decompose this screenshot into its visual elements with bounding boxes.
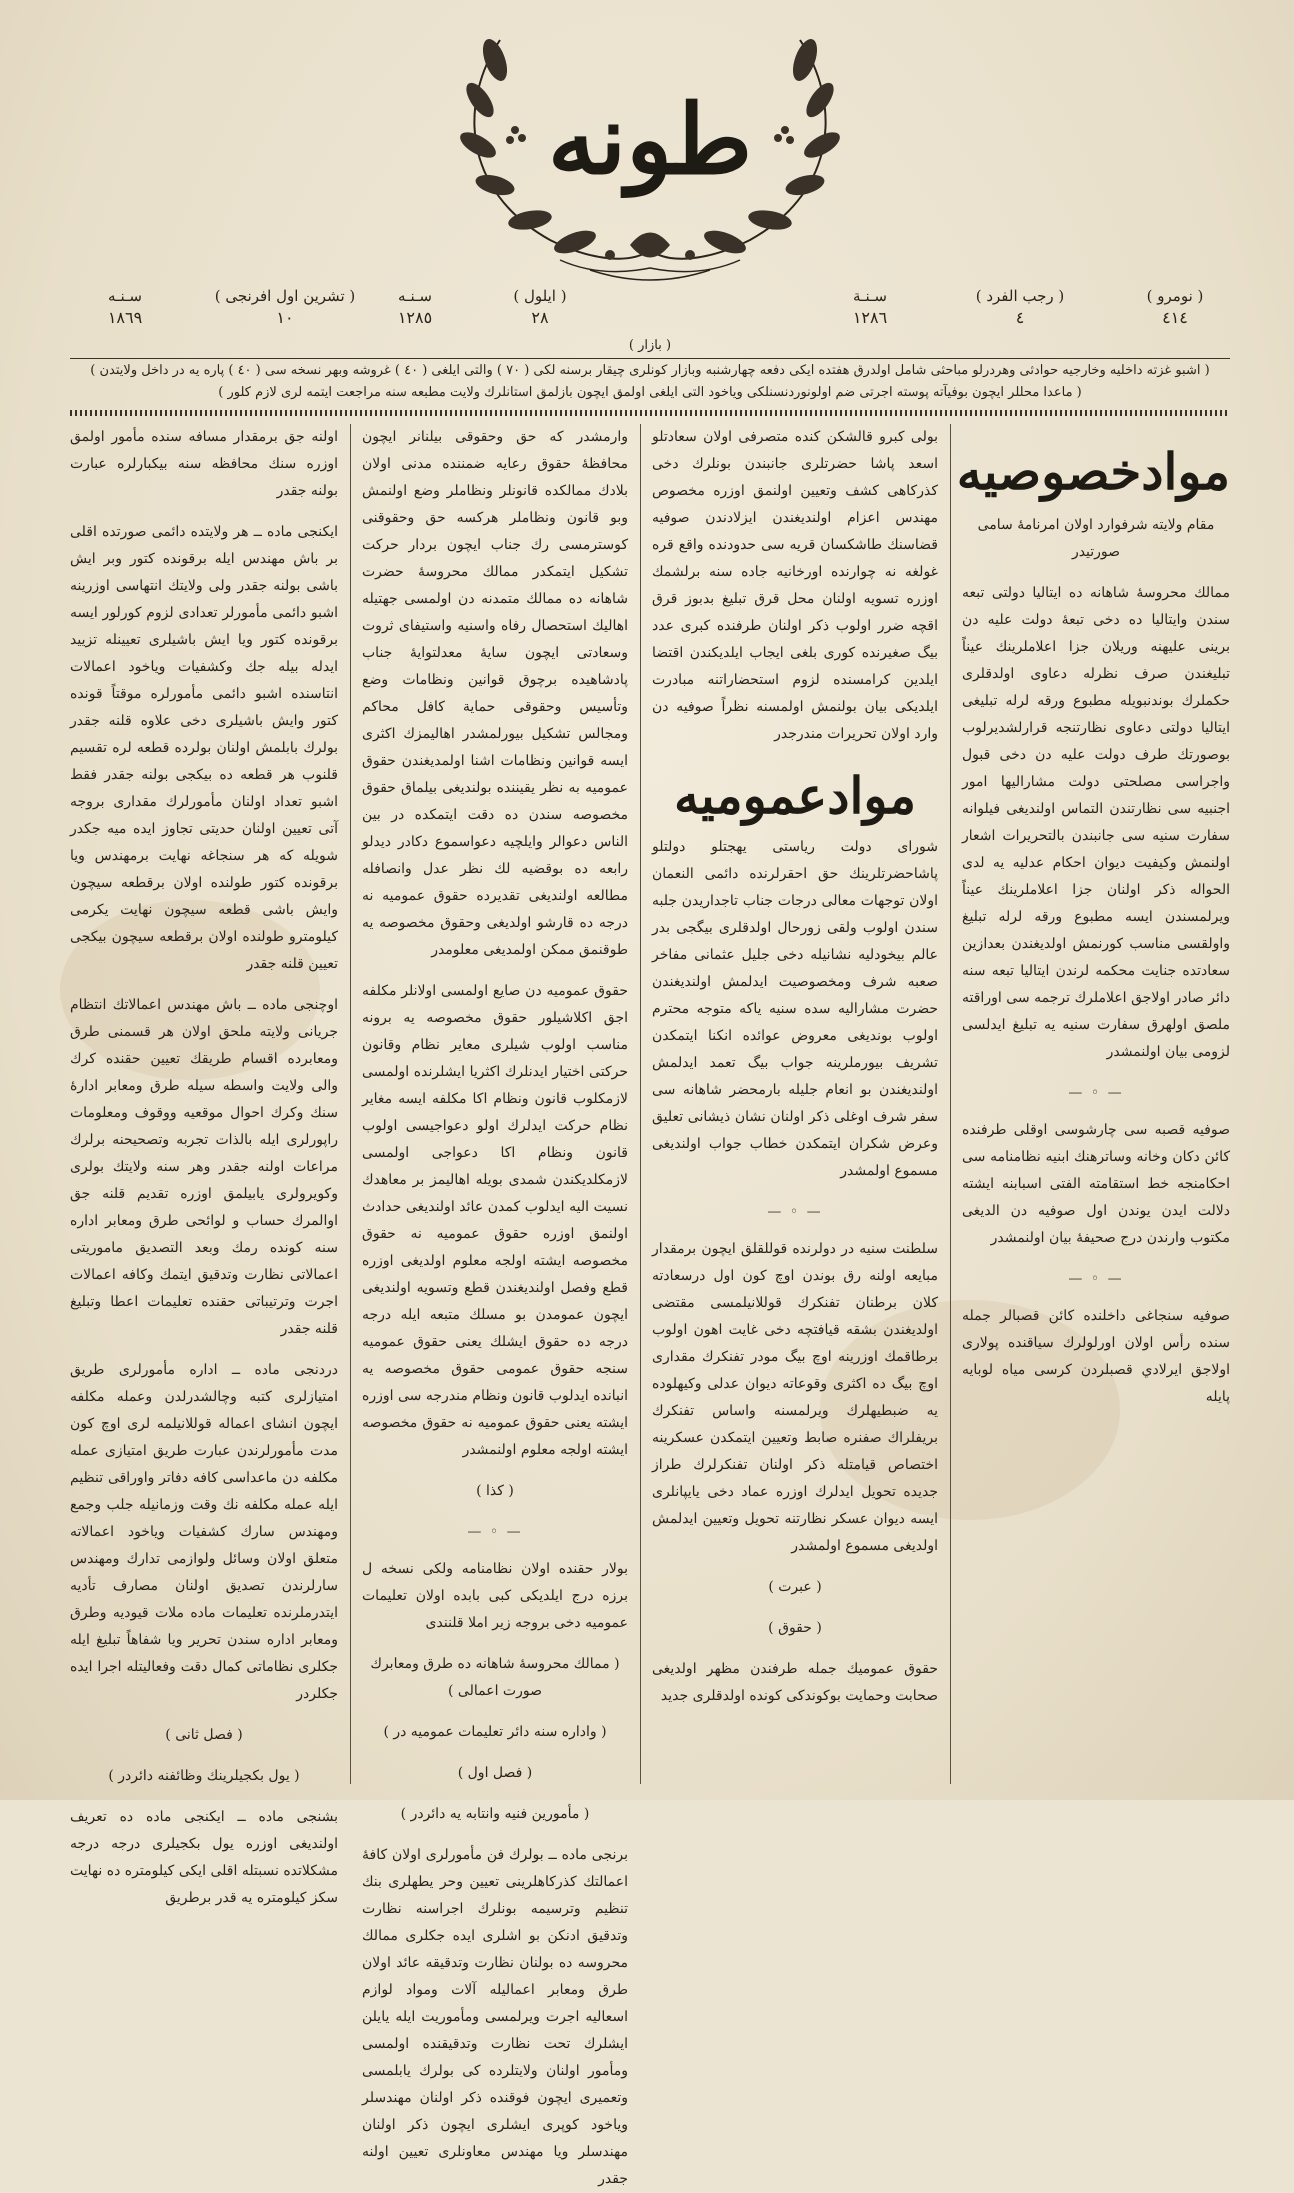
masthead (440, 20, 860, 285)
subscription-notice: ( اشبو غزته داخليه وخارجيه حوادثى وهردرلو مباحثى شامل اولدرق هفتده ايكى دفعه چهارشنبه وبازار كونلرى چيقار برسنه لكى ( ٧٠ ) والتى ايلغى ( ٤٠ ) غروشه وبهر نسخه سى ( ٤٠ ) پاره يه در داخل ولايتدن ) (90, 363, 1210, 378)
article-paragraph: حقوق عموميه دن صايع اولمسى اولانلر مكلفه اجق اكلاشيلور حقوق مخصوصه يه برونه مناسب اولوب شيلرى معاير نظام وقانون حركتى اختيار ايدنلرك اكثريا ايشلرنده اولمسى لازمكلوب قانون ونظام اكا مكلفه ايسه مغاير نظام حركت ايدلرك اولو دعواجيسى اولوب قانون ونظام اكا دعواجى اولمسى لازمكلديكندن شمدى بويله اهاليمز بر معاهدك نسيت اليه ايدلوب كمدن عائد اولنديغى حدادث اولنمق اوزره حقوق عموميه نه حقوق مخصوصه ايشته اولجه معلوم اولديغى اوزره قطع وفصل اولنديغندن قطع وتسويه اولنديغى ايچون عمومدن بو مسلك متبعه ايله درجه درجه ده حقوق ايشلك يعنى حقوق عموميه سنجه حقوق عمومى حقوق مخصوصه يه انبانده ايدلوب قانون ونظام مندرجه سى اوزره ايشته يعنى حقوق عموميه نه حقوق مخصوصه ايشته اولجه معلوم اولنمشدر (362, 983, 628, 1458)
column-rule (640, 424, 641, 1784)
article-paragraph: ايكنجى ماده ــ هر ولايتده دائمى صورتده اقلى بر باش مهندس ايله برقونده كتور وبر ايش باشى بولنه جقدر ولى ولايتك انتهاسى اوزرينه اشبو دائمى مأمورلر تعدادى لزوم كورلور ايسه برقونده كتور ويا ايش باشيلرى تعيينله تزييد ايدله بيله جك وكشفيات وياخود اعمالات انتاسنده اشبو دائمى مأمورلره موقتاً قونده كتور وايش باشيلرى دخى علاوه قلنه جقدر بولرك بابلمش اولنان بولرده قطعه لره تقسيم قلنوب هر قطعه ده بيكجى بولنه جقدر فقط اشبو تعداد اولنان مأمورلرك مقدارى بروجه آتى تعيين اولنان حديتى تجاوز ايده ميه جكدر شويله كه هر سنجاغه نهايت برمهندس ويا برقونده كتور طولنده اولان برقطعه سيچون وايش باشى قطعه سيچون نهايت يكرمى كيلومترو طولنده اولان برقطعه سيچون بيكجى تعيين قلنه جقدر (70, 524, 338, 972)
postage-notice: ( ماعدا محللر ايچون بوفيآته پوسته اجرتى ضم اولونوردنسنلكى وياخود التى ايلغى اولمق ايچون بازلمق استانلرك ولايت مطبعه سنه مراجعت ايتمه لرى لازم كلور ) (218, 385, 1082, 400)
column-1 (956, 424, 1230, 1784)
rumi-year: سـنـه ١٢٨٥ (397, 287, 433, 327)
article-paragraph: سلطنت سنيه در دولرنده قوللقلق ايچون برمقدار مبايعه اولنه رق بوندن اوچ كون اول درسعادته كلان برطنان تفنكرك قوللانيلمسى مقتضى اولديغندن بشقه قيافتچه دخى غايت اهون اولوب برطاقمك اوزرينه اوچ بيگ مودر تفنكرك مقدارى اوچ بيگ ده اكثرى وقوعاته ديوان عدلى وكيهلوده يه ضبطيهلرك ويرلمسنه واساس تفنكرك بريفلراك صفنره صابط وتعيين ايتمكدن عسكرينه اختصاص قيامتله ذكر اولنان تفنكرلرك طراز جديده تحويل ايدلرك اوزره عماد دخى يايپانلرى ايسه ديوان عسكر نظارتنه تحويل وتعيين ايدلمش اولديغى مسموع اولمشدر (652, 1241, 938, 1554)
chapter-subheading: ( مأمورين فنيه وانتابه يه دائردر ) (400, 1806, 590, 1822)
column-4 (70, 424, 338, 1906)
article-paragraph: دردنجى ماده ــ اداره مأمورلرى طريق امتيازلرى كتبه وچالشدرلدن وعمله مكلفه ايچون انشاى اعماله قوللانيلمه لرى اوچ كون مدت مأمورلرندن عبارت طريق امتيازى عمله مكلفه دن ماعداسى كافه دفاتر واوراقى تنظيم ايله عمله مكلفه نك وقت وزمانيله جلب وجمع ومهندس سارك كشفيات وياخود اعمالاته متعلق اولان وسائل ولوازمى تدارك ومهندس سارلرندن تصديق اولنان مصارف تأديه ايتدرملرنده تعليمات ماده ملات قيوديه وطرق ومعابر اداره سندن تحرير ويا شفاهاً تبليغ ايله جكلرى نظاماتى كمال دقت وفعاليتله اجرا ايده جكلردر (70, 1362, 338, 1702)
separator-ornament (652, 1199, 938, 1226)
decree-subhead: مقام ولايته شرفوارد اولان امرنامهٔ سامى صورتيدر (977, 517, 1215, 560)
issue-number: ( نومرو ) ٤١٤ (1146, 287, 1204, 327)
header-rule (70, 358, 1230, 359)
column-rule (350, 424, 351, 1784)
signature: ( عبرت ) (768, 1579, 822, 1595)
hijri-year: سـنـة ١٢٨٦ (852, 287, 888, 327)
article-paragraph: ممالك محروسهٔ شاهانه ده ايتاليا دولتى تبعه سندن وايتاليا ده دخى تبعهٔ دولت عليه دن برينى عليهنه وريلان جزا اعلاملرينك عيناً تبليغندن صرف نظرله دعاوى اولدقلرى حكملرك بوندنبويله مطبوع ورقه لرله تبليغى ايتاليا دولتى دعاوى نظارتنجه قرارلشديرلوب بوصورتك طرف دولت عليه دن دخى قبول واجراسى مصلحتى دولت مشاراليها امور اجنبيه سى نظارتندن التماس اولنديغى فيلوانه سفارت سنيه سى جانبندن بالتحريرات اشعار اولنمش وكيفيت ديوان احكام عدليه يه لدى الحواله ذكر اولنان جزا اعلاملرينك عيناً ويرلمسندن ايسه مطبوع ورقه لرله تبليغ واولقسى مناسب كورنمش اولديغندن بعدازين سعادتده جنايت محكمه لرندن ايتاليا تبعه سنه دائر صادر اولاجق اعلاملرك ترجمه سى اوراقته ملصق اولهرق سفارت سنيه يه تبليغ ايدلسى لزومى بيان اولنمشدر (962, 585, 1230, 1060)
article-paragraph: اولنه جق برمقدار مسافه سنده مأمور اولمق اوزره سنك محافظه سنه بيكبارلره عبارت بولنه جقدر (70, 429, 338, 499)
article-paragraph: حقوق عموميك جمله طرفندن مظهر اولديغى صحابت وحمايت بوكوندكى كونده اولدقلرى جديد (652, 1661, 938, 1704)
chapter-subheading: ( يول بكجيلرينك وظائفنه دائردر ) (108, 1768, 300, 1784)
section-heading-public: موادعموميه (673, 766, 917, 825)
weekday: ( بازار ) (628, 338, 672, 353)
article-paragraph: برنجى ماده ــ بولرك فن مأمورلرى اولان كافهٔ اعمالتك كذركاهلرينى تعيين وحر يطهلرى بنك تنظيم وترسيمه بونلرك اجراسنه نظارت وتدقيق ادنكن بو اشلرى ايده جكلرى ممالك محروسه ده بولنان نظارت وتدقيقه عائد اولان طرق ومعابر اعماليله آلات ومواد لوازم اسعاليه اجرت ويرلمسى ومأموريت ايله يايلن ايشلرك تحت نظارت وتدقيقنده اولمسى ومأمور اولنان ولايتلرده كى بولرك يابلمسى وتعميرى ايچون فوقنده ذكر اولنان مهندسلر وياخود كوپرى ايشلرى ايچون ذكر اولنان مهندسلر ويا مهندس معاونلرى تعيين اولنه جقدر (362, 1847, 628, 2187)
signature: ( كذا ) (476, 1483, 514, 1499)
regulation-heading: ( ممالك محروسهٔ شاهانه ده طرق ومعابرك صورت اعمالى ) (370, 1656, 620, 1699)
frank-year: سـنـه ١٨٦٩ (107, 287, 143, 327)
frank-date: ( تشرين اول افرنجى ) ١٠ (214, 287, 356, 327)
article-paragraph: وارمشدر كه حق وحقوقى بيلنانر ايچون محافظهٔ حقوق رعايه ضمننده مدنى اولان بلادك ممالكده قانونلر ونظاملر وضع اولنمش وبو قانون ونظاملر هركسه حق وحقوقنى كوسترمسى رك جناب ايچون بردار حركت تشكيل ايتمكدر ممالك محروسهٔ حضرت شاهانه ده ممالك متمدنه دن اولمسى جهتيله اهاليك استحصال رفاه واسنيه واستيفاى ثروت وسعادتى ايچون سايهٔ معدلتوايهٔ جناب پادشاهيده برچوق قوانين ونظامات وضع وتأسيس وحقوقى حماية كافل محاكم ومجالس تشكيل بيورلمشدر اهاليمزك اكثرى ايسه قوانين ونظامات اشنا اولمديغندن حقوق عموميه به نظر يقيننده بولنديغى بيلماق حقوق مخصوصه سندن ده دقت ايتمكده در بين الناس دعوالر وايلچيه دعواسموع دكادر ديدلو رابعه ده بوقضيه لك نظر عدل وانصافله مطالعه اولنديغى تقديرده حقوق عموميه نه درجه ده قارشو اولديغى وحقوق مخصوصه يه طوقنمق ممكن اولمديغى معلومدر (362, 429, 628, 958)
separator-ornament (362, 1519, 628, 1546)
article-paragraph: اوچنجى ماده ــ باش مهندس اعمالاتك انتظام جريانى ولايته ملحق اولان هر قسمنى طرق ومعابرده اقسام طريقك تعيين حقنده كرك والى ولايت واسطه سيله طرق ومعابر ادارهٔ سنك وكرك احوال موقعيه ووقوف ومعلومات راپورلرى ايله بالذات تجربه وتصحيحنه برلرك مراعات اولنه جقدر وهر سنه ولايتك بولرى وكويرولرى يابيلمق اوزره تقديم قلنه جق اوالمرك حساب و لوائحى طرق ومعابر اداره سنه كونده رمك وبعد التصديق ماموريتى اعمالاتى نظارت وتدقيق ايتمك وكافه اعمالات اجرت وترتيباتى حقنده تعليمات اعطا وتبليغ قلنه جقدر (70, 997, 338, 1337)
article-paragraph: صوفيه قصبه سى چارشوسى اوقلى طرفنده كائن دكان وخانه وساترهنك ابنيه نظامنامه سى احكامنجه خط استقامته الفتى اسبابنه ايشته دلالت ايدن يوندن اول صوفيه دن الديغى مكتوب وارندن درج صحيفهٔ بيان اولنمشدر (962, 1122, 1230, 1246)
section-heading-private: موادخصوصيه (956, 442, 1230, 501)
article-paragraph: بشنجى ماده ــ ايكنجى ماده ده تعريف اولنديغى اوزره يول بكجيلرى درجه درجه مشكلاتده نسبتله اقلى ايكى كيلومتره ده نهايت سكز كيلومتره يه قدر برطريق (70, 1809, 338, 1906)
article-paragraph: بولار حقنده اولان نظامنامه ولكى نسخه ل برزه درج ايلديكى كبى بابده اولان تعليمات عموميه دخى بروجه زير املا قلنندى (362, 1561, 628, 1631)
rumi-date: ( ايلول ) ٢٨ (513, 287, 567, 327)
rights-heading: ( حقوق ) (768, 1620, 822, 1636)
separator-ornament (962, 1266, 1230, 1293)
regulation-subheading: ( واداره سنه دائر تعليمات عموميه در ) (383, 1724, 607, 1740)
article-paragraph: شوراى دولت رياستى يهجتلو دولتلو پاشاحضرتلرينك حق احقرلرنده دائمى النعمان اولان توجهات معالى درجات جناب تاجداريدن جلبه سندن اولوب ولقى زورحال اولدقلرى بيگجى بدر عالم بيخودليه نشانيله دخى جليل عثمانى مفاخر صعبه شرف ومخصوصيت ايدلمش اولنديغندن حضرت مشاراليه سده سنيه ياكه متوجه محترم اولوب بونديغى معروض عوائده انكنا ايتمكدن تشريف بيورملرينه جواب بيگ تعمد ايدلمش اولنديغندن بو انعام جليله بارمحضر شاهانه سى سفر شرف اوغلى ذكر اولنان نشان ذيشانى تعليق وعرض شكران ايتمكدن خطاب جواب اولنديغى مسموع اولمشدر (652, 839, 938, 1179)
hijri-date: ( رجب الفرد ) ٤ (975, 287, 1065, 327)
chapter-heading: ( فصل اول ) (457, 1765, 533, 1781)
separator-ornament (962, 1080, 1230, 1107)
header-hatch-rule (70, 410, 1230, 416)
date-row (70, 285, 1230, 345)
article-paragraph: صوفيه سنجاغى داخلنده كائن قصبالر جمله سنده رأس اولان اورلولرك سياقنده پولارى اولاجق ايرلادي قصبلردن كرسى مياه لوبايه پايله (962, 1308, 1230, 1405)
newspaper-title: طونه (547, 83, 753, 196)
chapter-heading: ( فصل ثانى ) (165, 1727, 243, 1743)
column-rule (950, 424, 951, 1784)
column-2 (652, 424, 938, 1784)
article-paragraph: بولى كبرو قالشكن كنده متصرفى اولان سعادتلو اسعد پاشا حضرتلرى جانبندن بونلرك دخى كذركاهى كشف وتعيين اولنمق اوزره مخصوص مهندس اعزام اولنديغندن ايزلادندن صوفيه قضاسنك طاشكسان قريه سى حدودنده واقع قره غولغه نه چوارنده اورخانيه جاده سنه برلشمك اوزره تسويه اولنان محل قرق تبليغ بدبوز قرق اقچه ضرر اولوب ذكر اولنان طرفنده كبرى عدد بيگ صغيرنده كورى بلغى ايجاب ايلديكندن اقتضا ايلدين كرامسنده لزوم استحضاراتنه مبادرت ايلديكى بيان بولنمش اولمسنه نظراً صوفيه دن وارد اولان تحريرات مندرجدر (652, 429, 938, 742)
column-3 (362, 424, 628, 2187)
